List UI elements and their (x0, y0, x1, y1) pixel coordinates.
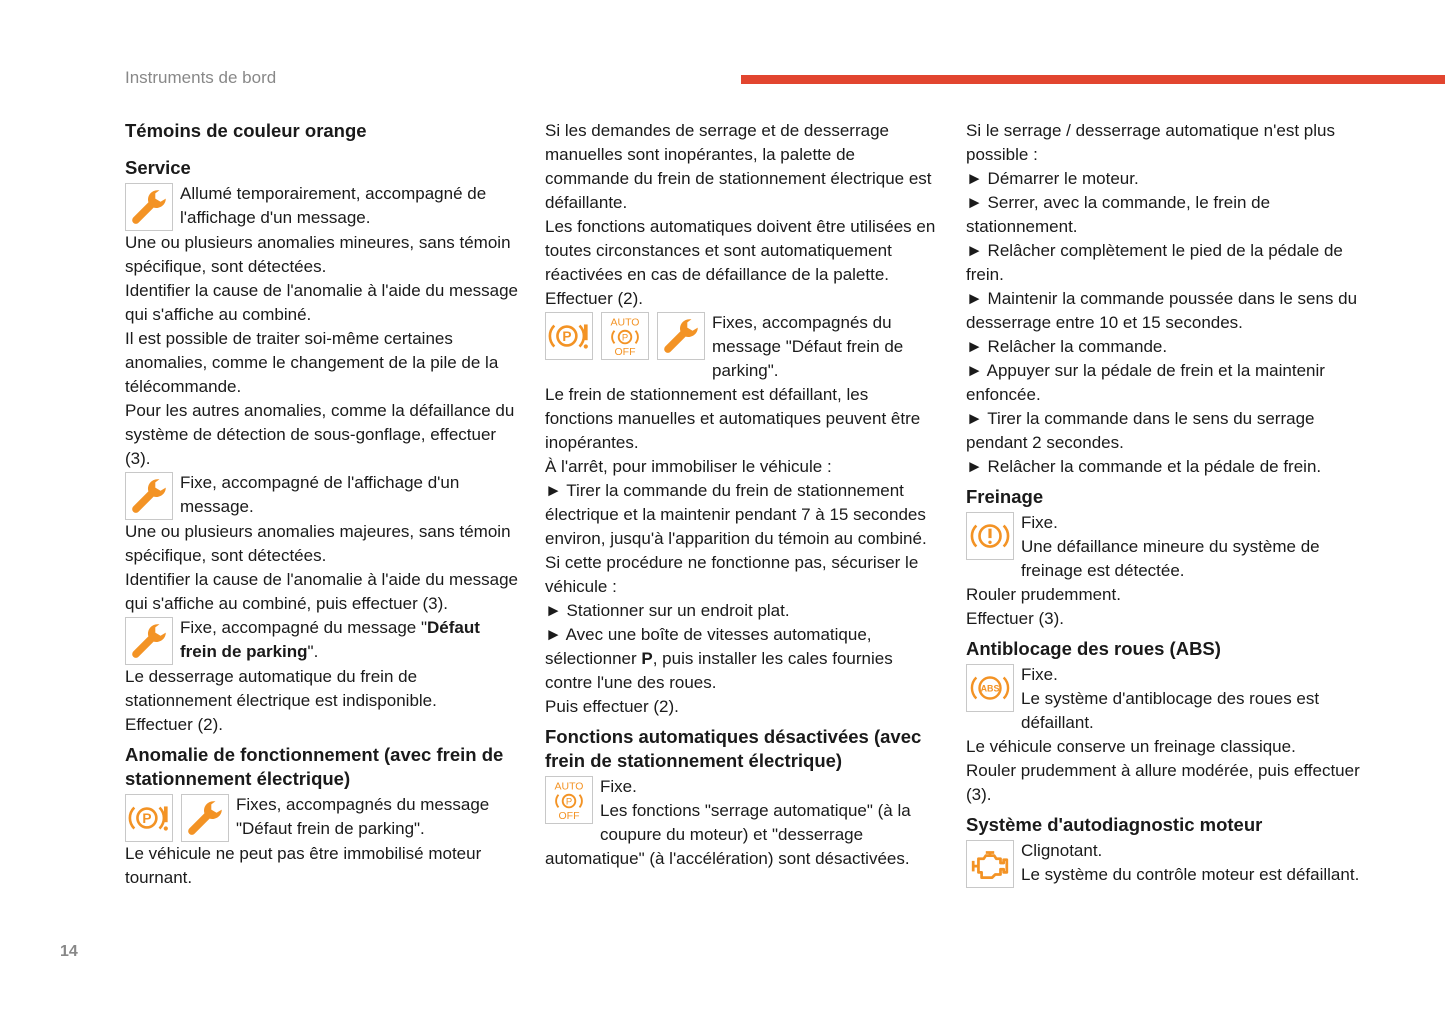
paragraph (125, 279, 520, 327)
warning-icons (966, 840, 1014, 888)
text-run: ". (307, 642, 319, 661)
text-run: Les fonctions automatiques doivent être utilisées en toutes circonstances et sont automatiquement réactivées en cas de défaillance de la palette. (545, 217, 936, 284)
text-run: Fixe, accompagné du message " (180, 618, 427, 637)
warning-icons (966, 664, 1014, 712)
paragraph (545, 455, 940, 479)
text-run: Fixes, accompagnés du message "Défaut frein de parking". (236, 795, 490, 838)
text-run: Si les demandes de serrage et de desserrage manuelles sont inopérantes, la palette de commande du frein de stationnement électrique est défaillante. (545, 121, 932, 212)
parking-fault-icon (545, 312, 593, 360)
section-title: Instruments de bord (125, 68, 277, 87)
wrench-icon (125, 472, 173, 520)
column-3 (966, 119, 1366, 888)
paragraph (966, 119, 1366, 167)
paragraph (545, 479, 940, 551)
text-run: ► Tirer la commande du frein de stationnement électrique et la maintenir pendant 7 à 15 secondes environ, jusqu'à l'apparition du témoin au combiné. (545, 481, 927, 548)
warning-icons (125, 183, 173, 231)
text-run: Si cette procédure ne fonctionne pas, sécuriser le véhicule : (545, 553, 919, 596)
text-run: À l'arrêt, pour immobiliser le véhicule : (545, 457, 832, 476)
section-heading: Fonctions automatiques désactivées (avec frein de stationnement électrique) (545, 726, 922, 771)
warning-icons (125, 794, 229, 842)
paragraph (966, 167, 1366, 191)
svg-text:AUTO: AUTO (554, 780, 584, 793)
text-run: ► Avec une boîte de vitesses automatique, sélectionner (545, 625, 872, 668)
column-2 (545, 119, 940, 871)
page-heading: Témoins de couleur orange (125, 120, 367, 141)
paragraph (125, 327, 520, 399)
text-run: Fixe. (1021, 665, 1058, 684)
text-run: Le système d'antiblocage des roues est défaillant. (1021, 689, 1320, 732)
paragraph (125, 231, 520, 279)
paragraph (966, 407, 1366, 455)
column-1 (125, 119, 520, 890)
wrench-icon (657, 312, 705, 360)
paragraph (966, 287, 1366, 335)
text-run: ► Maintenir la commande poussée dans le sens du desserrage entre 10 et 15 secondes. (966, 289, 1358, 332)
warning-light-entry (545, 775, 940, 871)
wrench-icon (181, 794, 229, 842)
svg-text:AUTO: AUTO (610, 316, 640, 329)
svg-text:ABS: ABS (980, 683, 1000, 694)
text-run: Il est possible de traiter soi-même certaines anomalies, comme le changement de la pile de la télécommande. (125, 329, 499, 396)
text-run: Le véhicule ne peut pas être immobilisé moteur tournant. (125, 844, 482, 887)
text-run: ► Appuyer sur la pédale de frein et la maintenir enfoncée. (966, 361, 1325, 404)
section-heading: Freinage (966, 486, 1044, 507)
svg-text:P: P (142, 811, 152, 827)
paragraph (125, 665, 520, 713)
paragraph (125, 568, 520, 616)
warning-light-entry (125, 471, 520, 519)
svg-text:P: P (562, 329, 572, 345)
text-run: Si le serrage / desserrage automatique n'est plus possible : (966, 121, 1335, 164)
paragraph (545, 695, 940, 719)
paragraph (966, 455, 1366, 479)
text-run: Une défaillance mineure du système de freinage est détectée. (1021, 537, 1320, 580)
paragraph (966, 735, 1366, 759)
brake-warning-icon (966, 512, 1014, 560)
auto-p-off-icon (545, 776, 593, 824)
wrench-icon (125, 617, 173, 665)
bold-text: P (641, 649, 653, 668)
paragraph (125, 399, 520, 471)
text-run: Fixe. (1021, 513, 1058, 532)
paragraph (966, 583, 1366, 607)
paragraph (966, 759, 1366, 807)
parking-fault-icon (125, 794, 173, 842)
text-run: Identifier la cause de l'anomalie à l'aide du message qui s'affiche au combiné, puis effectuer (3). (125, 570, 519, 613)
text-run: ► Relâcher la commande et la pédale de frein. (966, 457, 1322, 476)
warning-light-entry (966, 839, 1366, 887)
text-run: Rouler prudemment à allure modérée, puis effectuer (3). (966, 761, 1360, 804)
warning-light-entry (125, 182, 520, 230)
paragraph (545, 623, 940, 695)
paragraph (545, 287, 940, 311)
paragraph (966, 335, 1366, 359)
text-run: ► Démarrer le moteur. (966, 169, 1139, 188)
paragraph (545, 215, 940, 287)
paragraph (125, 520, 520, 568)
text-run: Pour les autres anomalies, comme la défaillance du système de détection de sous-gonflage, effectuer (3). (125, 401, 515, 468)
header-accent-bar (741, 75, 1445, 84)
text-run: Effectuer (2). (125, 715, 223, 734)
text-run: Le desserrage automatique du frein de stationnement électrique est indisponible. (125, 667, 437, 710)
warning-light-entry (966, 663, 1366, 735)
text-run: Une ou plusieurs anomalies majeures, sans témoin spécifique, sont détectées. (125, 522, 511, 565)
text-run: ► Stationner sur un endroit plat. (545, 601, 790, 620)
text-run: Fixe. (600, 777, 637, 796)
text-run: ► Serrer, avec la commande, le frein de stationnement. (966, 193, 1271, 236)
page-number: 14 (60, 943, 78, 960)
text-run: Les fonctions "serrage automatique" (à la coupure du moteur) et "desserrage automatique" (à l'accélération) sont désactivées. (545, 801, 911, 868)
bold-text: Défaut frein de parking (180, 618, 480, 661)
warning-light-entry (966, 511, 1366, 583)
paragraph (125, 713, 520, 737)
paragraph (966, 191, 1366, 239)
section-heading: Service (125, 157, 191, 178)
svg-text:OFF: OFF (614, 345, 636, 357)
text-run: Fixes, accompagnés du message "Défaut frein de parking". (712, 313, 904, 380)
warning-light-entry (125, 793, 520, 841)
text-run: Une ou plusieurs anomalies mineures, sans témoin spécifique, sont détectées. (125, 233, 511, 276)
warning-icons (125, 472, 173, 520)
warning-icons (125, 617, 173, 665)
warning-icons (966, 512, 1014, 560)
text-run: Allumé temporairement, accompagné de l'affichage d'un message. (180, 184, 487, 227)
section-heading: Système d'autodiagnostic moteur (966, 814, 1263, 835)
paragraph (966, 359, 1366, 407)
paragraph (966, 239, 1366, 287)
section-heading: Antiblocage des roues (ABS) (966, 638, 1221, 659)
wrench-icon (125, 183, 173, 231)
auto-p-off-icon (601, 312, 649, 360)
warning-icons (545, 776, 593, 824)
svg-text:P: P (621, 332, 629, 344)
text-run: Le système du contrôle moteur est défaillant. (1021, 865, 1360, 884)
paragraph (125, 842, 520, 890)
paragraph (966, 607, 1366, 631)
paragraph (545, 599, 940, 623)
text-run: Puis effectuer (2). (545, 697, 679, 716)
abs-icon (966, 664, 1014, 712)
text-run: , puis installer les cales fournies contre l'une des roues. (545, 649, 893, 692)
text-run: ► Relâcher la commande. (966, 337, 1168, 356)
text-run: ► Relâcher complètement le pied de la pédale de frein. (966, 241, 1343, 284)
svg-text:OFF: OFF (558, 809, 580, 821)
text-run: Le frein de stationnement est défaillant, les fonctions manuelles et automatiques peuvent être inopérantes. (545, 385, 921, 452)
text-run: Effectuer (2). (545, 289, 643, 308)
text-run: Identifier la cause de l'anomalie à l'aide du message qui s'affiche au combiné. (125, 281, 519, 324)
paragraph (545, 551, 940, 599)
text-run: ► Tirer la commande dans le sens du serrage pendant 2 secondes. (966, 409, 1315, 452)
text-run: Le véhicule conserve un freinage classique. (966, 737, 1296, 756)
warning-light-entry (545, 311, 940, 383)
engine-icon (966, 840, 1014, 888)
text-run: Fixe, accompagné de l'affichage d'un message. (180, 473, 460, 516)
section-heading: Anomalie de fonctionnement (avec frein de stationnement électrique) (125, 744, 504, 789)
text-run: Effectuer (3). (966, 609, 1064, 628)
svg-text:P: P (565, 796, 573, 808)
paragraph (545, 383, 940, 455)
paragraph (545, 119, 940, 215)
warning-light-entry (125, 616, 520, 664)
text-run: Clignotant. (1021, 841, 1103, 860)
warning-icons (545, 312, 705, 360)
text-run: Rouler prudemment. (966, 585, 1121, 604)
